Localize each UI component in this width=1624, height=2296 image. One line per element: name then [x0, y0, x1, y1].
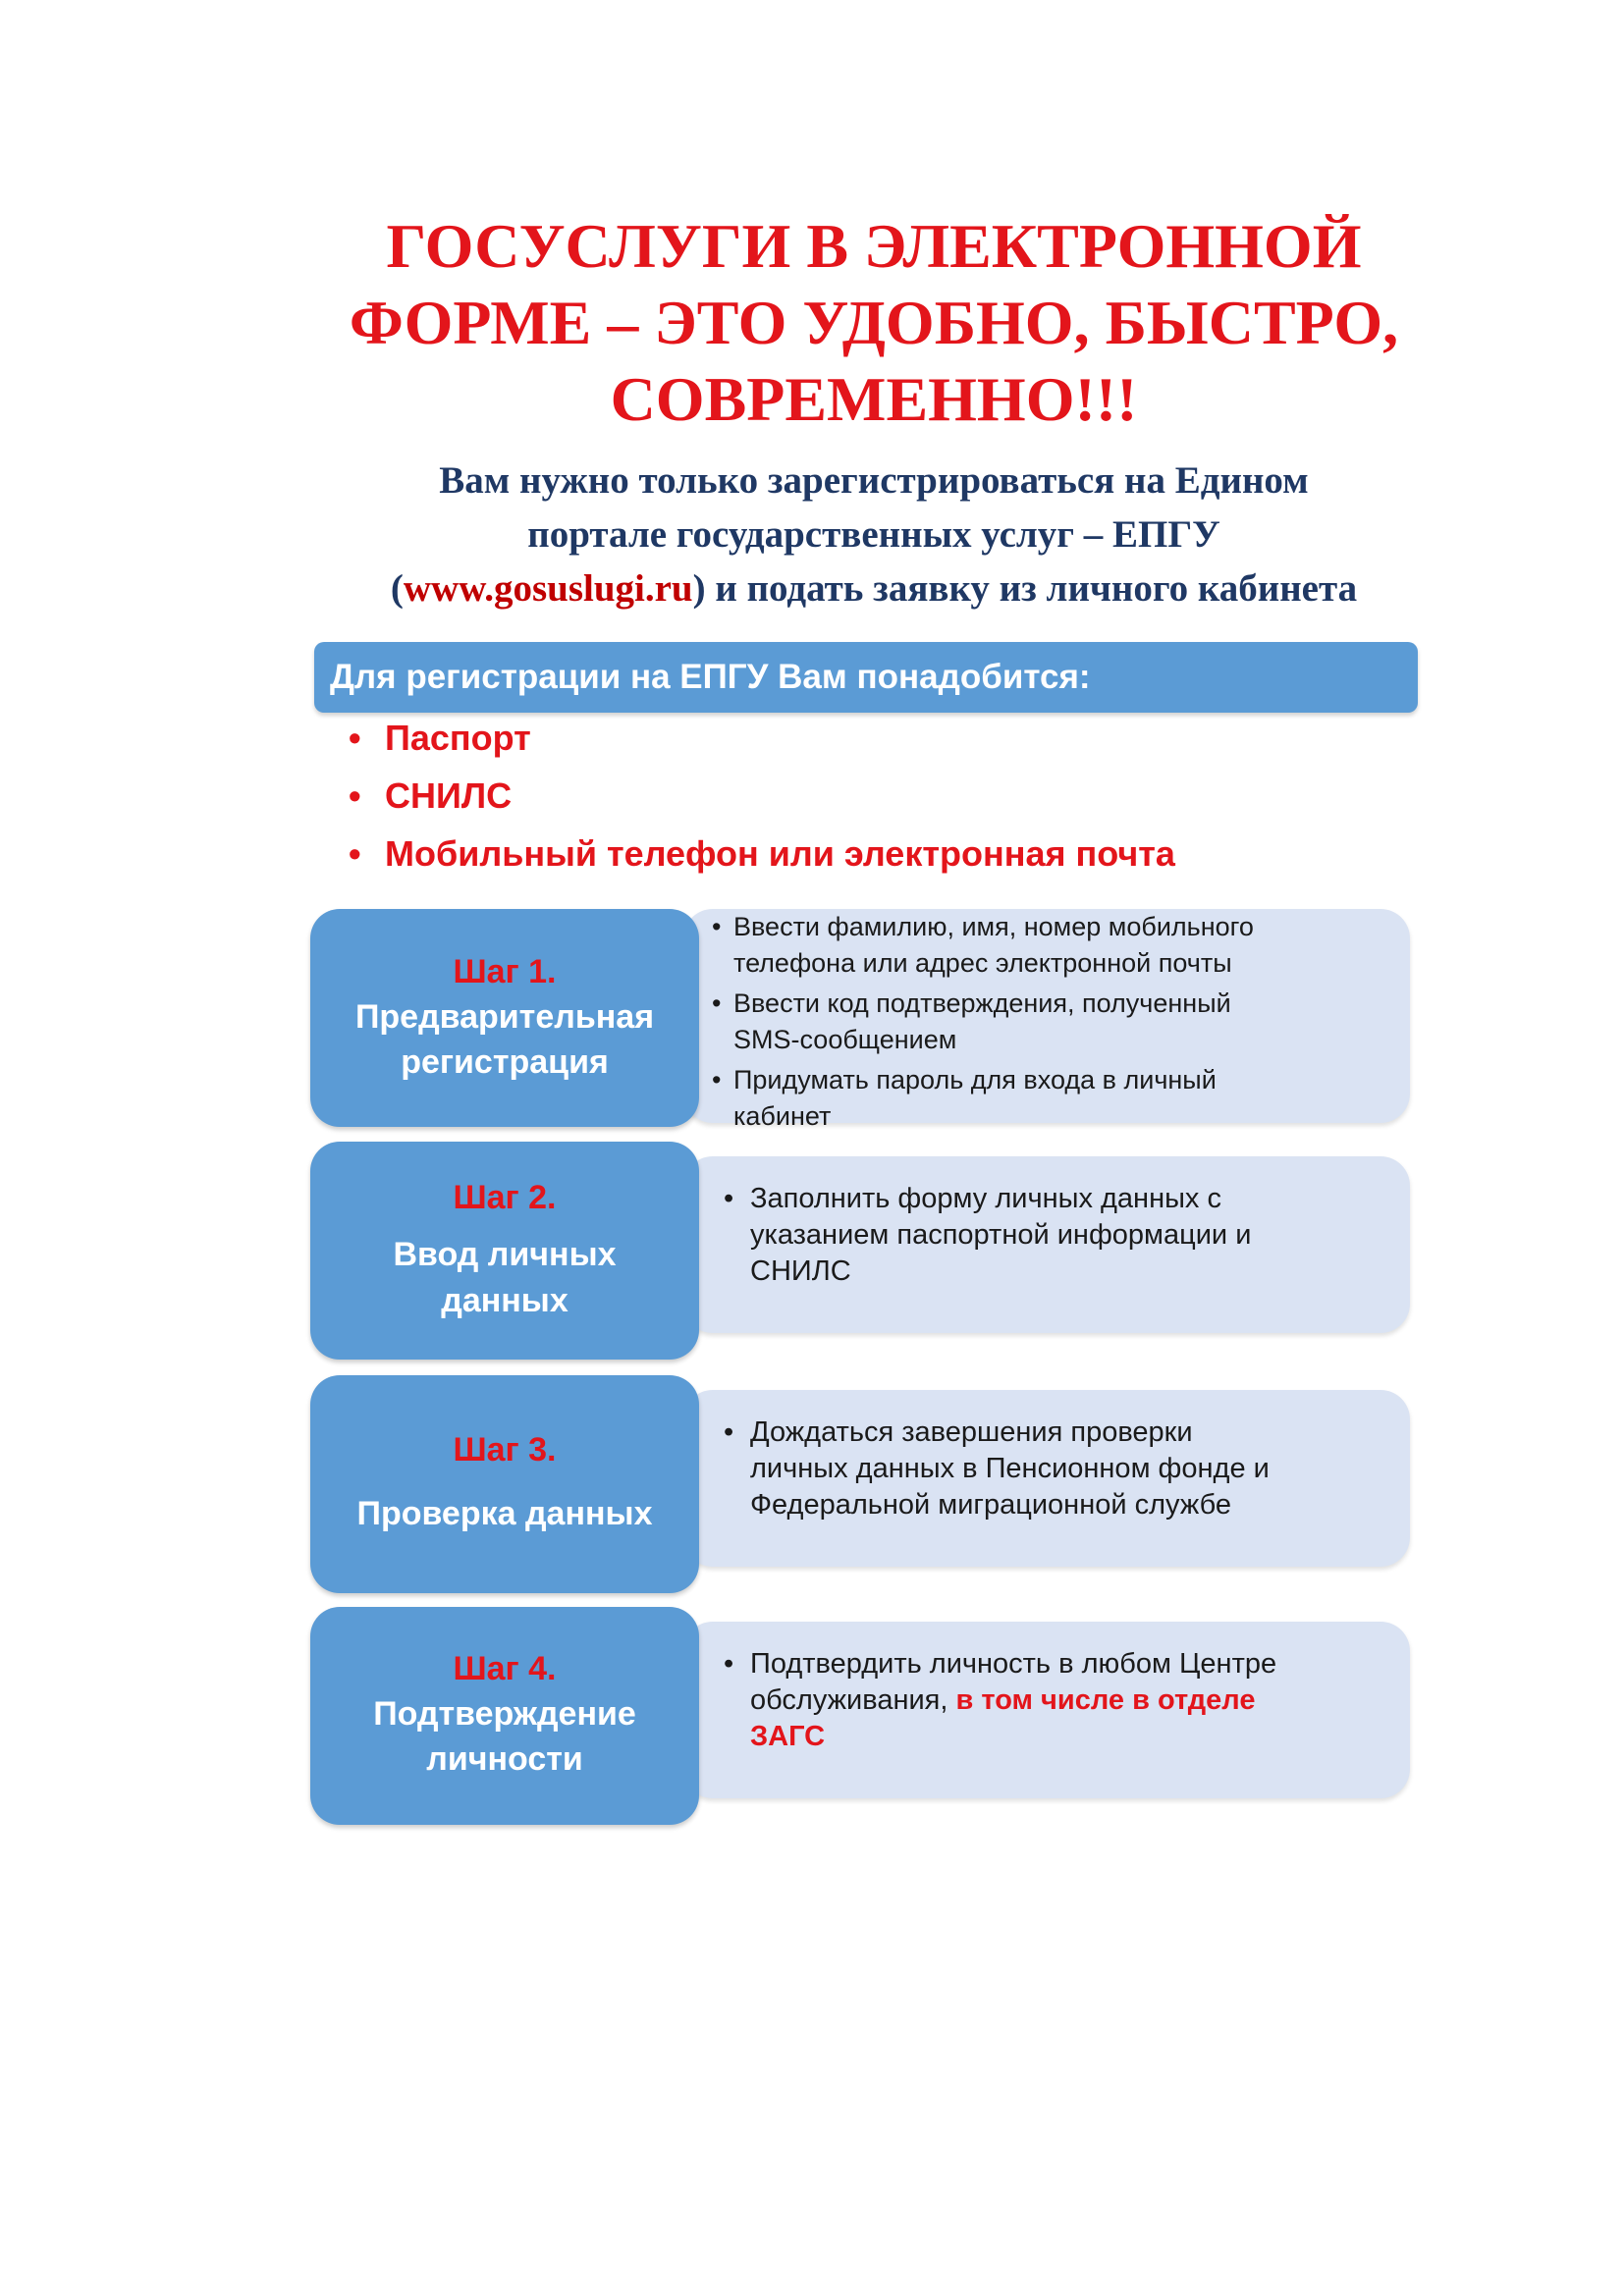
list-item [349, 825, 1175, 882]
intro-open-paren: ( [390, 567, 404, 610]
bullet-icon: • [712, 1065, 722, 1095]
bullet-icon: • [349, 833, 361, 874]
bullet-icon: • [712, 912, 722, 941]
list-item: • Ввести фамилию, имя, номер мобильного телефона или адрес электронной почты [712, 909, 1254, 982]
step-2-bullets [724, 1181, 1251, 1290]
list-item: • Дождаться завершения проверки личных данных в Пенсионном фонде и Федеральной миграционной службе [724, 1416, 1270, 1521]
step-label: Ввод личных [393, 1236, 617, 1273]
bullet-icon: • [724, 1648, 734, 1680]
step-number: Шаг 4. [453, 1650, 557, 1687]
zags-highlight: в том числе в отделе [955, 1684, 1256, 1716]
bullet-icon: • [349, 718, 361, 758]
page-title [304, 208, 1443, 438]
step-label: Предварительная [354, 998, 655, 1036]
step-2 [310, 1142, 1412, 1360]
requirement-contact: Мобильный телефон или электронная почта [385, 833, 1175, 874]
step-4 [310, 1607, 1412, 1825]
step-1 [310, 909, 1412, 1131]
step-1-box [310, 909, 699, 1127]
step-1-bullets [712, 909, 1254, 1135]
step-label: регистрация [401, 1043, 609, 1081]
step-label: Проверка данных [356, 1495, 653, 1532]
list-item: • Подтвердить личность в любом Центре обслуживания, в том числе в отделе ЗАГС [724, 1648, 1277, 1752]
step-4-box [310, 1607, 699, 1825]
bullet-icon: • [712, 988, 722, 1018]
intro-line-3-rest: ) и подать заявку из личного кабинета [692, 567, 1358, 610]
list-item: • Заполнить форму личных данных с указанием паспортной информации и СНИЛС [724, 1183, 1252, 1287]
title-line-2: ФОРМЕ – ЭТО УДОБНО, БЫСТРО, [349, 288, 1399, 357]
intro-text [304, 454, 1443, 615]
step-1-description [683, 909, 1410, 1131]
intro-line-2: портале государственных услуг – ЕПГУ [527, 513, 1220, 556]
step-number: Шаг 1. [453, 953, 557, 990]
step-label: Подтверждение [373, 1695, 636, 1733]
step-label: данных [441, 1282, 568, 1319]
title-line-3: СОВРЕМЕННО!!! [610, 364, 1138, 434]
list-item [349, 767, 1175, 825]
step-4-bullets [724, 1646, 1276, 1755]
registration-header: Для регистрации на ЕПГУ Вам понадобится: [314, 642, 1418, 713]
bullet-icon: • [724, 1416, 734, 1448]
step-number: Шаг 3. [453, 1431, 557, 1468]
intro-line-3 [304, 561, 1443, 615]
list-item: • Придумать пароль для входа в личный кабинет [712, 1062, 1254, 1135]
gosuslugi-link[interactable]: www.gosuslugi.ru [403, 567, 693, 610]
requirement-passport: Паспорт [385, 718, 531, 758]
step-2-description [683, 1156, 1410, 1333]
title-line-1: ГОСУСЛУГИ В ЭЛЕКТРОННОЙ [386, 211, 1362, 281]
bullet-icon: • [724, 1183, 734, 1214]
step-2-box [310, 1142, 699, 1360]
requirements-list [349, 709, 1175, 882]
requirement-snils: СНИЛС [385, 775, 513, 816]
zags-highlight-end: ЗАГС [750, 1721, 826, 1752]
list-item: • Ввести код подтверждения, полученный SMS-сообщением [712, 986, 1254, 1058]
bullet-icon: • [349, 775, 361, 816]
step-3-box [310, 1375, 699, 1593]
step-4-description [683, 1622, 1410, 1798]
intro-line-1: Вам нужно только зарегистрироваться на Едином [439, 459, 1309, 502]
step-3 [310, 1375, 1412, 1593]
step-label: личности [426, 1740, 583, 1778]
step-3-bullets [724, 1415, 1270, 1523]
list-item [349, 709, 1175, 767]
step-number: Шаг 2. [453, 1179, 557, 1216]
step-3-description [683, 1390, 1410, 1567]
